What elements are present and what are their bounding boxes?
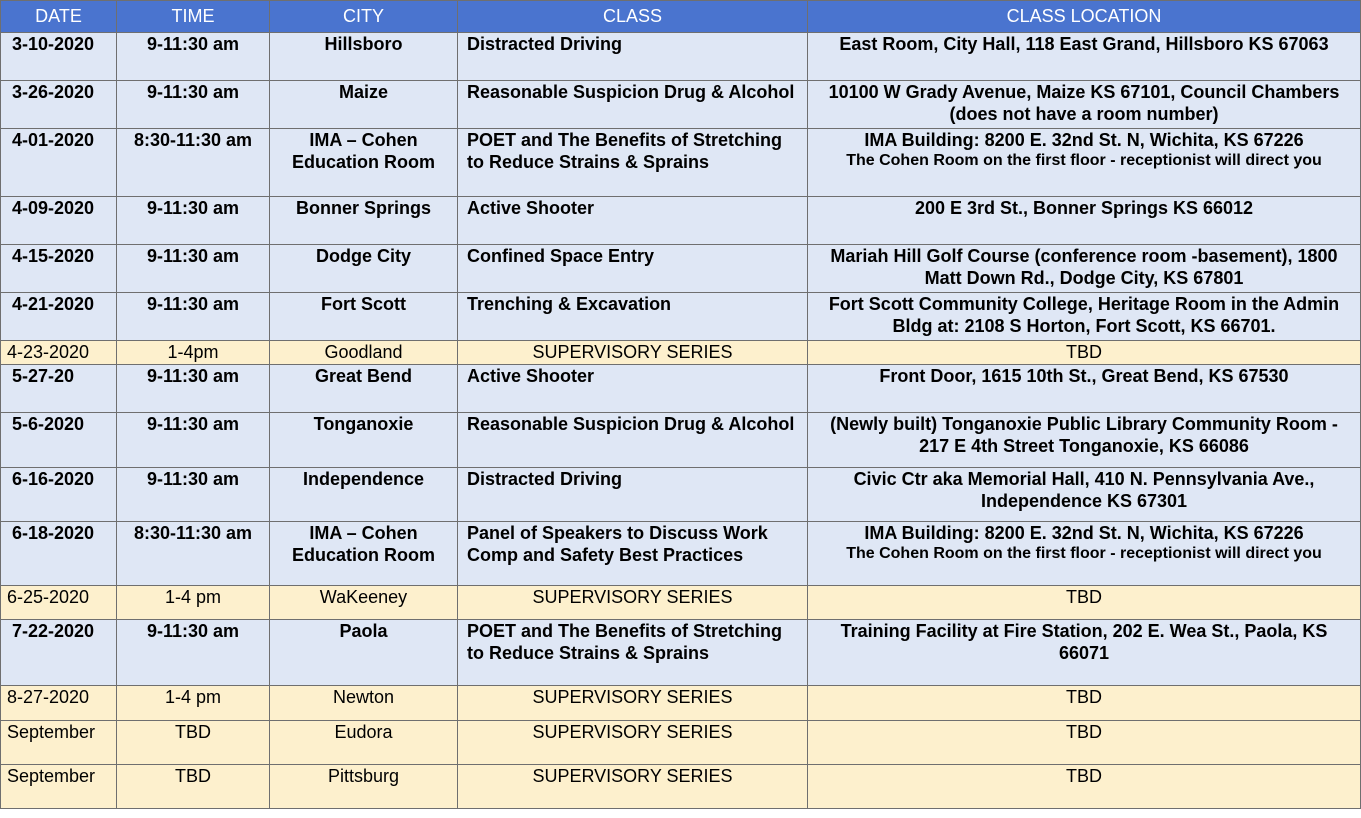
time-text: 1-4 pm — [164, 687, 222, 707]
city-cell — [270, 522, 458, 586]
class-cell — [458, 686, 808, 721]
city-cell — [270, 341, 458, 365]
class-cell — [458, 620, 808, 686]
table-row — [1, 197, 1361, 245]
date-cell — [1, 81, 117, 129]
location-text: TBD — [1066, 342, 1102, 362]
city-cell — [270, 721, 458, 765]
class-text: Distracted Driving — [467, 469, 623, 489]
class-text: SUPERVISORY SERIES — [532, 587, 733, 607]
table-row — [1, 33, 1361, 81]
date-text: 4-21-2020 — [12, 294, 95, 314]
location-cell — [808, 245, 1361, 293]
location-note: The Cohen Room on the first floor - receptionist will direct you — [846, 545, 1322, 562]
location-text: East Room, City Hall, 118 East Grand, Hillsboro KS 67063 — [839, 34, 1329, 54]
city-text: IMA – Cohen Education Room — [292, 523, 435, 565]
time-cell — [117, 129, 270, 197]
date-cell — [1, 197, 117, 245]
location-text: Training Facility at Fire Station, 202 E. Wea St., Paola, KS 66071 — [840, 621, 1328, 663]
date-cell — [1, 468, 117, 522]
city-text: Eudora — [334, 722, 393, 742]
location-text: Fort Scott Community College, Heritage Room in the Admin Bldg at: 2108 S Horton, Fort Scott, KS 66701. — [828, 294, 1340, 336]
location-text: Front Door, 1615 10th St., Great Bend, KS 67530 — [879, 366, 1289, 386]
date-text: 5-6-2020 — [12, 414, 85, 434]
time-cell — [117, 197, 270, 245]
date-cell — [1, 413, 117, 468]
time-text: 9-11:30 am — [146, 246, 240, 266]
time-text: 1-4 pm — [164, 587, 222, 607]
city-cell — [270, 129, 458, 197]
date-text: 3-26-2020 — [12, 82, 95, 102]
date-cell — [1, 129, 117, 197]
date-text: 4-23-2020 — [7, 342, 90, 362]
city-text: Newton — [332, 687, 395, 707]
time-text: 9-11:30 am — [146, 414, 240, 434]
date-cell — [1, 365, 117, 413]
date-cell — [1, 765, 117, 809]
city-text: Paola — [339, 621, 388, 641]
date-text: 4-09-2020 — [12, 198, 95, 218]
location-text: (Newly built) Tonganoxie Public Library Community Room - 217 E 4th Street Tonganoxie, KS 66086 — [830, 414, 1338, 456]
city-text: Goodland — [324, 342, 403, 362]
time-cell — [117, 33, 270, 81]
column-header-time: TIME — [117, 1, 270, 33]
time-text: 9-11:30 am — [146, 82, 240, 102]
class-cell — [458, 341, 808, 365]
time-cell — [117, 620, 270, 686]
time-cell — [117, 686, 270, 721]
city-cell — [270, 245, 458, 293]
city-text: Great Bend — [314, 366, 413, 386]
time-text: 9-11:30 am — [146, 34, 240, 54]
class-text: Active Shooter — [467, 198, 595, 218]
city-cell — [270, 33, 458, 81]
time-text: 8:30-11:30 am — [133, 523, 253, 543]
class-cell — [458, 81, 808, 129]
table-row — [1, 129, 1361, 197]
city-text: Maize — [338, 82, 389, 102]
city-text: Independence — [302, 469, 425, 489]
time-text: 9-11:30 am — [146, 366, 240, 386]
city-text: Bonner Springs — [295, 198, 431, 218]
table-row — [1, 293, 1361, 341]
class-cell — [458, 365, 808, 413]
time-cell — [117, 341, 270, 365]
class-text: SUPERVISORY SERIES — [532, 722, 733, 742]
location-cell — [808, 293, 1361, 341]
location-cell — [808, 522, 1361, 586]
class-cell — [458, 586, 808, 620]
city-text: IMA – Cohen Education Room — [292, 130, 435, 172]
date-text: September — [7, 722, 96, 742]
time-cell — [117, 468, 270, 522]
class-text: SUPERVISORY SERIES — [532, 342, 733, 362]
table-row — [1, 245, 1361, 293]
class-text: POET and The Benefits of Stretching to Reduce Strains & Sprains — [467, 130, 783, 172]
location-cell — [808, 468, 1361, 522]
time-text: 9-11:30 am — [146, 294, 240, 314]
date-cell — [1, 686, 117, 721]
city-cell — [270, 468, 458, 522]
date-text: 4-15-2020 — [12, 246, 95, 266]
time-cell — [117, 413, 270, 468]
city-cell — [270, 365, 458, 413]
class-text: Panel of Speakers to Discuss Work Comp and Safety Best Practices — [467, 523, 768, 565]
date-text: 6-25-2020 — [7, 587, 90, 607]
location-text: 10100 W Grady Avenue, Maize KS 67101, Council Chambers (does not have a room number) — [828, 82, 1340, 124]
date-cell — [1, 293, 117, 341]
time-cell — [117, 245, 270, 293]
location-text: IMA Building: 8200 E. 32nd St. N, Wichita, KS 67226 — [864, 523, 1304, 543]
table-row — [1, 522, 1361, 586]
time-text: 9-11:30 am — [146, 621, 240, 641]
time-cell — [117, 721, 270, 765]
location-text: Civic Ctr aka Memorial Hall, 410 N. Pennsylvania Ave., Independence KS 67301 — [853, 469, 1315, 511]
class-cell — [458, 129, 808, 197]
location-cell — [808, 197, 1361, 245]
time-text: 9-11:30 am — [146, 469, 240, 489]
date-text: September — [7, 766, 96, 786]
location-text: Mariah Hill Golf Course (conference room -basement), 1800 Matt Down Rd., Dodge City, KS 67801 — [830, 246, 1338, 288]
class-cell — [458, 721, 808, 765]
time-cell — [117, 365, 270, 413]
time-cell — [117, 293, 270, 341]
date-cell — [1, 522, 117, 586]
location-cell — [808, 620, 1361, 686]
class-text: POET and The Benefits of Stretching to Reduce Strains & Sprains — [467, 621, 783, 663]
date-cell — [1, 586, 117, 620]
location-text: TBD — [1066, 587, 1102, 607]
city-cell — [270, 620, 458, 686]
supervisory-series-row — [1, 721, 1361, 765]
class-cell — [458, 468, 808, 522]
date-text: 7-22-2020 — [12, 621, 95, 641]
location-note: The Cohen Room on the first floor - receptionist will direct you — [846, 152, 1322, 169]
location-cell — [808, 721, 1361, 765]
location-cell — [808, 413, 1361, 468]
location-cell — [808, 33, 1361, 81]
location-text: TBD — [1066, 766, 1102, 786]
table-row — [1, 620, 1361, 686]
class-cell — [458, 197, 808, 245]
class-cell — [458, 293, 808, 341]
date-cell — [1, 721, 117, 765]
location-cell — [808, 586, 1361, 620]
city-text: Tonganoxie — [313, 414, 414, 434]
location-text: TBD — [1066, 722, 1102, 742]
class-text: Reasonable Suspicion Drug & Alcohol — [467, 414, 795, 434]
date-text: 6-18-2020 — [12, 523, 95, 543]
location-text: 200 E 3rd St., Bonner Springs KS 66012 — [914, 198, 1254, 218]
supervisory-series-row — [1, 765, 1361, 809]
date-text: 3-10-2020 — [12, 34, 95, 54]
city-text: Hillsboro — [324, 34, 403, 54]
class-cell — [458, 522, 808, 586]
location-text: IMA Building: 8200 E. 32nd St. N, Wichita, KS 67226 — [864, 130, 1304, 150]
city-text: Dodge City — [315, 246, 411, 266]
date-cell — [1, 341, 117, 365]
class-cell — [458, 33, 808, 81]
table-row — [1, 468, 1361, 522]
supervisory-series-row — [1, 686, 1361, 721]
time-text: 1-4pm — [167, 342, 219, 362]
city-text: Pittsburg — [327, 766, 400, 786]
class-cell — [458, 413, 808, 468]
column-header-class: CLASS — [458, 1, 808, 33]
city-cell — [270, 686, 458, 721]
class-text: Reasonable Suspicion Drug & Alcohol — [467, 82, 795, 102]
date-cell — [1, 620, 117, 686]
city-text: WaKeeney — [319, 587, 408, 607]
city-text: Fort Scott — [321, 294, 406, 314]
date-cell — [1, 245, 117, 293]
location-text: TBD — [1066, 687, 1102, 707]
class-text: Trenching & Excavation — [467, 294, 672, 314]
table-row — [1, 413, 1361, 468]
class-cell — [458, 245, 808, 293]
location-cell — [808, 81, 1361, 129]
time-cell — [117, 81, 270, 129]
class-text: SUPERVISORY SERIES — [532, 766, 733, 786]
column-header-city: CITY — [270, 1, 458, 33]
city-cell — [270, 81, 458, 129]
city-cell — [270, 413, 458, 468]
time-cell — [117, 765, 270, 809]
supervisory-series-row — [1, 586, 1361, 620]
class-text: SUPERVISORY SERIES — [532, 687, 733, 707]
column-header-class-location: CLASS LOCATION — [808, 1, 1361, 33]
header-row — [1, 1, 1361, 33]
city-cell — [270, 293, 458, 341]
location-cell — [808, 686, 1361, 721]
class-cell — [458, 765, 808, 809]
class-text: Active Shooter — [467, 366, 595, 386]
time-text: 9-11:30 am — [146, 198, 240, 218]
city-cell — [270, 197, 458, 245]
city-cell — [270, 586, 458, 620]
table-row — [1, 81, 1361, 129]
location-cell — [808, 341, 1361, 365]
time-cell — [117, 522, 270, 586]
column-header-date: DATE — [1, 1, 117, 33]
date-text: 8-27-2020 — [7, 687, 90, 707]
table-row — [1, 365, 1361, 413]
date-text: 6-16-2020 — [12, 469, 95, 489]
city-cell — [270, 765, 458, 809]
supervisory-series-row — [1, 341, 1361, 365]
date-text: 5-27-20 — [12, 366, 75, 386]
class-text: Distracted Driving — [467, 34, 623, 54]
time-cell — [117, 586, 270, 620]
location-cell — [808, 765, 1361, 809]
time-text: TBD — [175, 722, 211, 742]
time-text: TBD — [175, 766, 211, 786]
location-cell — [808, 365, 1361, 413]
date-text: 4-01-2020 — [12, 130, 95, 150]
time-text: 8:30-11:30 am — [133, 130, 253, 150]
date-cell — [1, 33, 117, 81]
location-cell — [808, 129, 1361, 197]
class-text: Confined Space Entry — [467, 246, 655, 266]
